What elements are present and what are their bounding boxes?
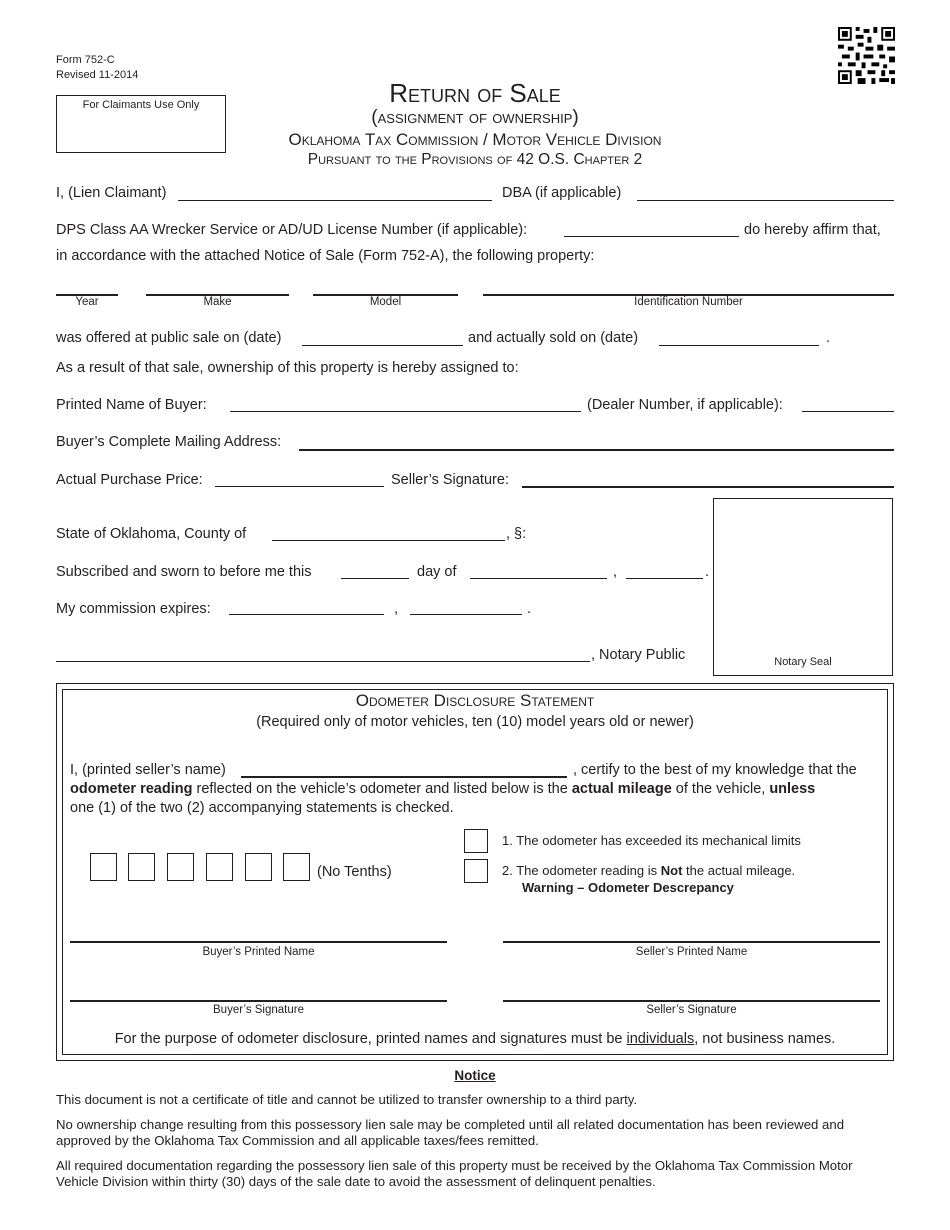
mechanical-limits-statement: 1. The odometer has exceeded its mechanical limits — [502, 833, 801, 848]
pursuant-line: Pursuant to the Provisions of 42 O.S. Chapter 2 — [307, 151, 643, 168]
offered-date-field[interactable] — [302, 345, 463, 346]
sold-date-field[interactable] — [659, 345, 819, 346]
offered-date-label: was offered at public sale on (date) — [56, 330, 282, 346]
day-of-label: day of — [417, 564, 457, 580]
seller-signature-caption: Seller’s Signature — [646, 1004, 737, 1016]
odometer-digit-1[interactable] — [90, 853, 117, 881]
not-actual-mileage-statement: 2. The odometer reading is Not the actual mileage. — [502, 863, 796, 878]
printed-seller-name-label: I, (printed seller’s name) — [70, 762, 226, 778]
mechanical-limits-checkbox[interactable] — [464, 829, 488, 853]
notary-seal-label: Notary Seal — [774, 656, 832, 668]
odometer-digit-4[interactable] — [206, 853, 233, 881]
odometer-purpose-note: For the purpose of odometer disclosure, printed names and signatures must be individuals, not business names. — [114, 1031, 836, 1047]
buyer-printed-name-field[interactable] — [70, 941, 447, 943]
seller-printed-name-field[interactable] — [503, 941, 880, 943]
result-text: As a result of that sale, ownership of this property is hereby assigned to: — [56, 360, 519, 376]
section-mark: , §: — [506, 526, 527, 542]
agency-name: Oklahoma Tax Commission / Motor Vehicle Division — [288, 130, 662, 149]
buyer-name-field[interactable] — [230, 411, 581, 412]
dba-field[interactable] — [637, 200, 894, 201]
certify-text: , certify to the best of my knowledge that the — [573, 762, 857, 778]
affirm-text: do hereby affirm that, — [744, 222, 881, 238]
odometer-digit-3[interactable] — [167, 853, 194, 881]
notary-seal-box — [713, 498, 893, 676]
county-field[interactable] — [272, 540, 505, 541]
odometer-digit-5[interactable] — [245, 853, 272, 881]
subscribed-month-field[interactable] — [470, 578, 607, 579]
model-label: Model — [369, 296, 402, 308]
commission-label: My commission expires: — [56, 601, 211, 617]
identification-number-label: Identification Number — [634, 296, 743, 308]
commission-date-field[interactable] — [229, 614, 384, 615]
year-label: Year — [75, 296, 99, 308]
odometer-title: Odometer Disclosure Statement — [355, 691, 595, 710]
no-tenths-label: (No Tenths) — [317, 864, 392, 880]
sold-date-label: and actually sold on (date) — [468, 330, 639, 346]
subscribed-comma: , — [613, 564, 618, 580]
sold-date-period: . — [826, 330, 831, 346]
seller-signature-field[interactable] — [522, 486, 894, 488]
commission-year-field[interactable] — [410, 614, 522, 615]
revised-date: Revised 11-2014 — [56, 69, 139, 81]
notice-heading: Notice — [454, 1068, 496, 1083]
accordance-text: in accordance with the attached Notice of Sale (Form 752-A), the following property: — [56, 248, 595, 264]
subscribed-year-field[interactable] — [626, 578, 703, 579]
notice-paragraph-2: No ownership change resulting from this possessory lien sale may be completed until all related documentation has been reviewed and approved by the Oklahoma Tax Commission and all applicable taxes/fees remitted. — [56, 1117, 845, 1148]
commission-period: . — [527, 601, 532, 617]
lien-claimant-field[interactable] — [178, 200, 492, 201]
license-number-field[interactable] — [564, 236, 739, 237]
notice-paragraph-3: All required documentation regarding the possessory lien sale of this property must be received by the Oklahoma Tax Commission Motor Vehicle Division within thirty (30) days of the sale date to avoid the assessment of delinquent penalties. — [56, 1158, 853, 1189]
notice-paragraph-1: This document is not a certificate of title and cannot be utilized to transfer ownership to a third party. — [56, 1092, 638, 1107]
odometer-subtitle: (Required only of motor vehicles, ten (10) model years old or newer) — [256, 714, 694, 730]
page-subtitle: (assignment of ownership) — [371, 107, 579, 128]
odometer-warning: Warning – Odometer Descrepancy — [522, 880, 734, 895]
qr-code-icon — [838, 27, 895, 84]
notary-signature-field[interactable] — [56, 661, 590, 662]
dba-label: DBA (if applicable) — [502, 185, 622, 201]
odometer-digit-2[interactable] — [128, 853, 155, 881]
seller-signature-line[interactable] — [503, 1000, 880, 1002]
not-actual-mileage-checkbox[interactable] — [464, 859, 488, 883]
purchase-price-field[interactable] — [215, 486, 384, 487]
mailing-address-label: Buyer’s Complete Mailing Address: — [56, 434, 282, 450]
claimants-box-label: For Claimants Use Only — [82, 99, 200, 111]
buyer-signature-field[interactable] — [70, 1000, 447, 1002]
buyer-printed-name-label: Buyer’s Printed Name — [202, 946, 315, 958]
subscribed-day-field[interactable] — [341, 578, 409, 579]
mailing-address-field[interactable] — [299, 449, 894, 451]
seller-printed-name-label: Seller’s Printed Name — [635, 946, 748, 958]
license-label: DPS Class AA Wrecker Service or AD/UD License Number (if applicable): — [56, 222, 528, 238]
seller-signature-label: Seller’s Signature: — [391, 472, 509, 488]
page-title: Return of Sale — [389, 78, 561, 108]
dealer-number-field[interactable] — [802, 411, 894, 412]
commission-comma: , — [394, 601, 399, 617]
buyer-name-label: Printed Name of Buyer: — [56, 397, 207, 413]
printed-seller-name-field[interactable] — [241, 776, 567, 778]
odometer-digit-6[interactable] — [283, 853, 310, 881]
buyer-signature-label: Buyer’s Signature — [213, 1004, 304, 1016]
notary-public-label: , Notary Public — [591, 647, 686, 663]
odometer-certify-line: odometer reading reflected on the vehicle’s odometer and listed below is the actual mileage of the vehicle, unless — [70, 781, 816, 797]
subscribed-period: . — [705, 564, 710, 580]
make-label: Make — [203, 296, 232, 308]
odometer-unless-line: one (1) of the two (2) accompanying statements is checked. — [70, 800, 454, 816]
state-county-label: State of Oklahoma, County of — [56, 526, 247, 542]
purchase-price-label: Actual Purchase Price: — [56, 472, 203, 488]
form-number: Form 752-C — [56, 54, 115, 66]
dealer-number-label: (Dealer Number, if applicable): — [587, 397, 783, 413]
subscribed-label: Subscribed and sworn to before me this — [56, 564, 312, 580]
lien-claimant-label: I, (Lien Claimant) — [56, 185, 167, 201]
